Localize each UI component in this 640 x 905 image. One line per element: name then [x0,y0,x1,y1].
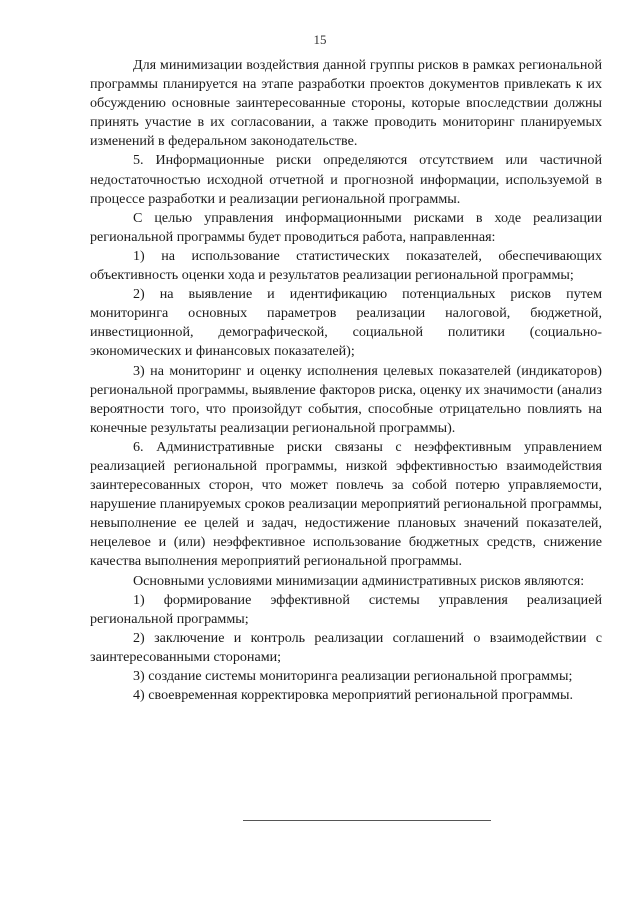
end-divider [243,820,491,821]
paragraph-administrative-risks: 6. Административные риски связаны с неэффективным управлением реализацией региональной программы, низкой эффективностью взаимодействия заинтересованных сторон, что может повлечь за собой потерю управляемости, нарушение планируемых сроков реализации мероприятий региональной программы, невыполнение ее целей и задач, недостижение плановых значений показателей, нецелевое и (или) неэффективное использование бюджетных средств, снижение качества выполнения мероприятий региональной программы. [90,438,602,570]
list-item-adjustment: 4) своевременная корректировка мероприятий региональной программы. [133,687,573,704]
paragraph-risk-minimization: Для минимизации воздействия данной группы рисков в рамках региональной программы планируется на этапе разработки проектов документов привлекать к их обсуждению основные заинтересованные стороны, которые впоследствии должны принять участие в их согласовании, а также проводить мониторинг планируемых изменений в федеральном законодательстве. [90,57,602,150]
paragraph-information-risks: 5. Информационные риски определяются отсутствием или частичной недостаточностью исходной отчетной и прогнозной информации, используемой в процессе разработки и реализации региональной программы. [90,152,602,207]
list-item-statistics: 1) на использование статистических показателей, обеспечивающих объективность оценки хода и результатов реализации региональной программы; [90,247,602,284]
list-item-agreements: 2) заключение и контроль реализации соглашений о взаимодействии с заинтересованными сторонами; [90,629,602,665]
list-item-monitoring-system: 3) создание системы мониторинга реализации региональной программы; [133,668,573,684]
list-item-management-system: 1) формирование эффективной системы управления реализацией региональной программы; [90,591,602,627]
list-item-risk-identification: 2) на выявление и идентификацию потенциальных рисков путем мониторинга основных параметров реализации налоговой, бюджетной, инвестиционной, демографической, социальной политики (социально-экономических и финансовых показателей); [90,286,602,360]
page-number: 15 [313,32,327,47]
paragraph-minimization-conditions: Основными условиями минимизации административных рисков являются: [133,572,585,589]
document-body [90,56,602,705]
list-item-monitoring: 3) на мониторинг и оценку исполнения целевых показателей (индикаторов) региональной программы, выявление факторов риска, оценку их значимости (анализ вероятности того, что произойдут события, способные отрицательно повлиять на конечные результаты реализации региональной программы). [90,362,602,436]
paragraph-information-risk-management: С целью управления информационными рисками в ходе реализации региональной программы будет проводиться работа, направленная: [90,209,602,245]
